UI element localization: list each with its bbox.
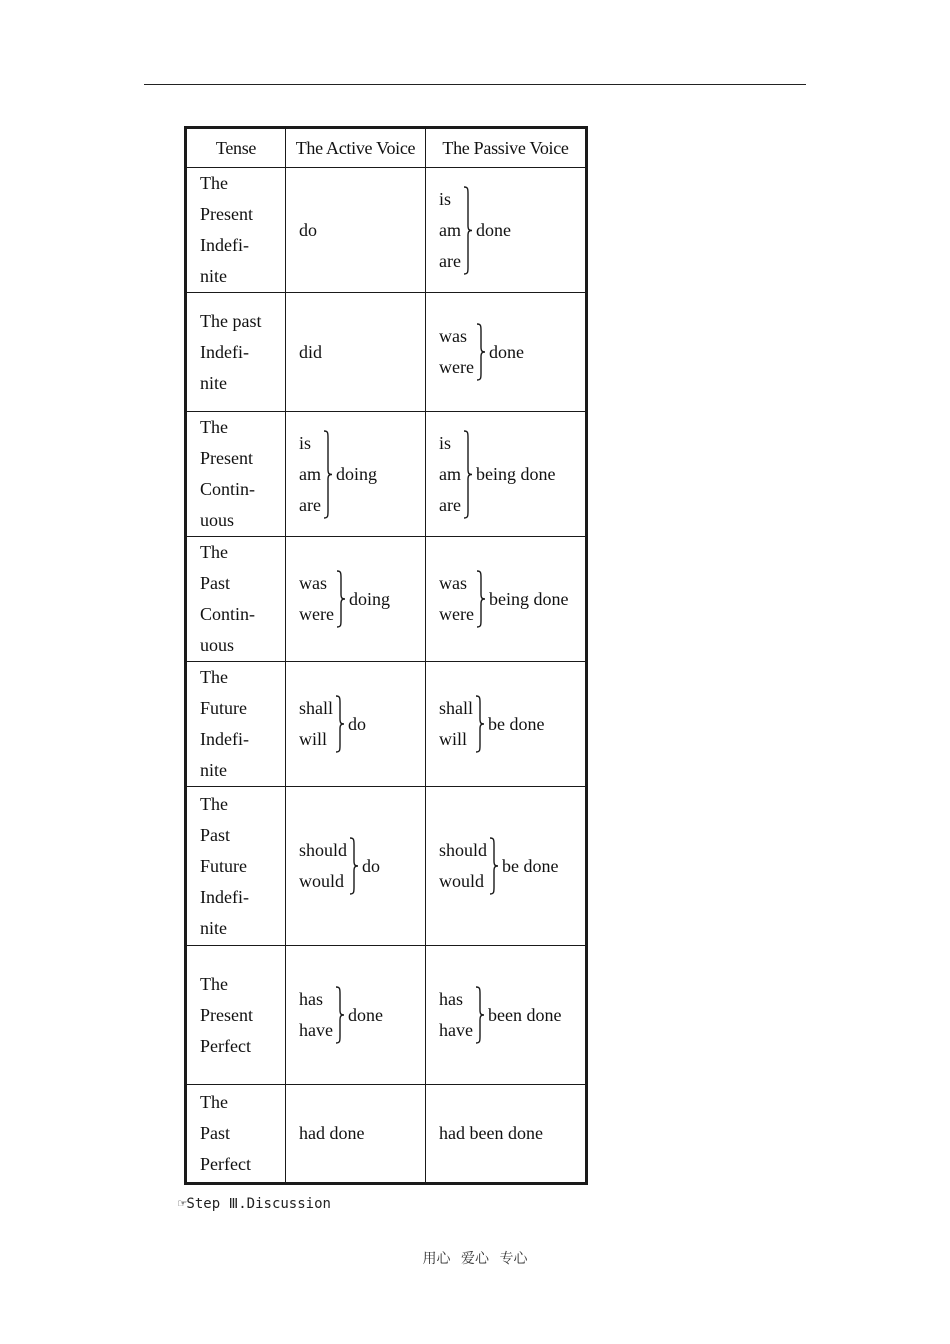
right-brace-icon bbox=[475, 695, 485, 753]
verb-form: do bbox=[299, 219, 317, 240]
tense-name-line: nite bbox=[200, 917, 227, 938]
auxiliary-verb: should bbox=[299, 840, 348, 860]
auxiliary-verb: has bbox=[439, 989, 463, 1009]
auxiliary-verb: were bbox=[439, 604, 474, 624]
active-voice-cell bbox=[286, 662, 426, 787]
tense-name-line: Contin- bbox=[200, 479, 256, 499]
tense-name-line: Past bbox=[200, 824, 231, 845]
auxiliary-verb: were bbox=[439, 357, 474, 377]
auxiliary-brace-group bbox=[439, 568, 585, 630]
tense-name bbox=[200, 789, 285, 944]
auxiliary-list bbox=[439, 984, 473, 1046]
auxiliary-verb: should bbox=[439, 840, 488, 860]
tense-name bbox=[200, 969, 285, 1062]
auxiliary-list bbox=[299, 984, 333, 1046]
main-verb: being done bbox=[488, 588, 569, 609]
auxiliary-brace-group bbox=[439, 184, 585, 277]
auxiliary-list bbox=[439, 568, 474, 630]
header-tense: Tense bbox=[186, 128, 286, 168]
auxiliary-brace-group bbox=[439, 321, 585, 383]
tense-cell bbox=[186, 662, 286, 787]
tense-cell bbox=[186, 787, 286, 946]
passive-voice-cell bbox=[426, 537, 587, 662]
header-row bbox=[186, 128, 587, 168]
right-brace-icon bbox=[463, 430, 473, 519]
auxiliary-verb: am bbox=[439, 463, 461, 484]
auxiliary-verb: were bbox=[299, 604, 334, 624]
table-row bbox=[186, 662, 587, 787]
tense-name-line: The past bbox=[200, 310, 262, 331]
tense-name-line: The bbox=[200, 542, 228, 562]
passive-voice-cell bbox=[426, 1085, 587, 1184]
tense-name-line: Present bbox=[200, 204, 253, 224]
auxiliary-brace-group bbox=[439, 835, 585, 897]
active-voice-cell bbox=[286, 168, 426, 293]
auxiliary-brace-group bbox=[299, 984, 425, 1046]
main-verb: been done bbox=[487, 1004, 562, 1025]
passive-voice-cell bbox=[426, 946, 587, 1085]
right-brace-icon bbox=[476, 570, 486, 628]
tense-name-line: Indefi- bbox=[200, 729, 249, 749]
tense-name-line: Perfect bbox=[200, 1035, 251, 1056]
right-brace-icon bbox=[349, 837, 359, 895]
auxiliary-brace-group bbox=[299, 835, 425, 897]
tense-name-line: uous bbox=[200, 635, 235, 655]
main-verb: doing bbox=[348, 588, 390, 609]
tense-name-line: Present bbox=[200, 1004, 253, 1025]
auxiliary-list bbox=[439, 835, 487, 897]
tense-name-line: Indefi- bbox=[200, 886, 249, 907]
tense-name-line: The bbox=[200, 973, 228, 994]
tense-name bbox=[200, 1087, 285, 1180]
tense-name bbox=[200, 306, 285, 399]
tense-cell bbox=[186, 293, 286, 412]
active-voice-cell bbox=[286, 412, 426, 537]
auxiliary-verb: has bbox=[299, 989, 323, 1009]
auxiliary-verb: would bbox=[299, 871, 344, 891]
verb-form: had done bbox=[299, 1123, 365, 1143]
tense-name-line: Perfect bbox=[200, 1154, 251, 1174]
verb-form: had been done bbox=[439, 1123, 543, 1143]
auxiliary-verb: have bbox=[439, 1020, 473, 1040]
auxiliary-verb: am bbox=[299, 463, 321, 484]
tense-name-line: uous bbox=[200, 510, 235, 530]
tense-cell bbox=[186, 412, 286, 537]
main-verb: do bbox=[348, 713, 366, 734]
auxiliary-verb: am bbox=[439, 219, 461, 240]
auxiliary-verb: have bbox=[299, 1020, 333, 1040]
auxiliary-brace-group bbox=[299, 568, 425, 630]
auxiliary-brace-group bbox=[439, 428, 585, 521]
auxiliary-list bbox=[439, 321, 474, 383]
auxiliary-list bbox=[439, 693, 473, 755]
table-row bbox=[186, 1085, 587, 1184]
tense-name-line: Present bbox=[200, 448, 253, 468]
auxiliary-brace-group bbox=[439, 693, 585, 755]
auxiliary-brace-group bbox=[299, 693, 425, 755]
active-voice-cell bbox=[286, 1085, 426, 1184]
table-row bbox=[186, 168, 587, 293]
passive-voice-cell bbox=[426, 662, 587, 787]
main-verb: be done bbox=[488, 713, 545, 734]
passive-voice-cell bbox=[426, 168, 587, 293]
active-voice-cell bbox=[286, 293, 426, 412]
tense-name-line: The bbox=[200, 173, 228, 193]
auxiliary-verb: shall bbox=[299, 698, 333, 718]
auxiliary-list bbox=[299, 835, 347, 897]
auxiliary-verb: is bbox=[299, 432, 312, 453]
tense-voice-table bbox=[184, 126, 588, 1185]
tense-name-line: The bbox=[200, 667, 228, 687]
auxiliary-verb: are bbox=[439, 250, 461, 271]
table-row bbox=[186, 787, 587, 946]
auxiliary-verb: is bbox=[439, 188, 452, 209]
auxiliary-verb: will bbox=[299, 729, 328, 749]
main-verb: done bbox=[488, 341, 524, 362]
right-brace-icon bbox=[323, 430, 333, 519]
header-passive-voice: The Passive Voice bbox=[426, 128, 587, 168]
auxiliary-list bbox=[299, 693, 333, 755]
auxiliary-verb: was bbox=[439, 326, 467, 346]
right-brace-icon bbox=[335, 695, 345, 753]
main-verb: do bbox=[362, 855, 381, 876]
tense-name-line: The bbox=[200, 1092, 228, 1112]
auxiliary-brace-group bbox=[299, 428, 425, 521]
auxiliary-list bbox=[299, 428, 321, 521]
tense-name bbox=[200, 168, 285, 292]
tense-name-line: nite bbox=[200, 760, 227, 780]
tense-name-line: nite bbox=[200, 266, 227, 286]
tense-cell bbox=[186, 1085, 286, 1184]
tense-cell bbox=[186, 537, 286, 662]
main-verb: done bbox=[476, 219, 511, 240]
passive-voice-cell bbox=[426, 412, 587, 537]
passive-voice-cell bbox=[426, 787, 587, 946]
main-verb: done bbox=[347, 1004, 383, 1025]
table-row bbox=[186, 293, 587, 412]
table-row bbox=[186, 412, 587, 537]
table-row bbox=[186, 946, 587, 1085]
verb-form: did bbox=[299, 341, 323, 362]
tense-name-line: nite bbox=[200, 372, 227, 393]
right-brace-icon bbox=[476, 323, 486, 381]
tense-cell bbox=[186, 946, 286, 1085]
tense-name-line: Contin- bbox=[200, 604, 256, 624]
tense-name-line: Future bbox=[200, 698, 247, 718]
auxiliary-verb: are bbox=[439, 494, 461, 515]
page-footer: 用心 爱心 专心 bbox=[422, 1251, 528, 1267]
auxiliary-verb: was bbox=[299, 573, 327, 593]
tense-name bbox=[200, 537, 285, 661]
right-brace-icon bbox=[463, 186, 473, 275]
tense-name-line: Future bbox=[200, 855, 247, 876]
auxiliary-verb: is bbox=[439, 432, 452, 453]
main-verb: be done bbox=[502, 855, 559, 876]
right-brace-icon bbox=[336, 570, 346, 628]
auxiliary-brace-group bbox=[439, 984, 585, 1046]
header-rule bbox=[144, 84, 806, 85]
active-voice-cell bbox=[286, 946, 426, 1085]
auxiliary-verb: will bbox=[439, 729, 468, 749]
step-heading: ☞Step Ⅲ.Discussion bbox=[178, 1196, 331, 1212]
tense-cell bbox=[186, 168, 286, 293]
header-active-voice: The Active Voice bbox=[286, 128, 426, 168]
main-verb: doing bbox=[336, 463, 378, 484]
right-brace-icon bbox=[475, 986, 485, 1044]
tense-name-line: Indefi- bbox=[200, 235, 249, 255]
active-voice-cell bbox=[286, 787, 426, 946]
tense-name bbox=[200, 412, 285, 536]
auxiliary-verb: shall bbox=[439, 698, 473, 718]
tense-name-line: The bbox=[200, 417, 228, 437]
table-body bbox=[186, 168, 587, 1184]
main-verb: being done bbox=[476, 463, 556, 484]
auxiliary-list bbox=[299, 568, 334, 630]
auxiliary-verb: are bbox=[299, 494, 321, 515]
tense-name-line: Indefi- bbox=[200, 341, 249, 362]
tense-name bbox=[200, 662, 285, 786]
tense-name-line: The bbox=[200, 793, 228, 814]
passive-voice-cell bbox=[426, 293, 587, 412]
right-brace-icon bbox=[489, 837, 499, 895]
tense-name-line: Past bbox=[200, 1123, 231, 1143]
auxiliary-verb: was bbox=[439, 573, 467, 593]
tense-name-line: Past bbox=[200, 573, 231, 593]
table-row bbox=[186, 537, 587, 662]
auxiliary-list bbox=[439, 184, 461, 277]
active-voice-cell bbox=[286, 537, 426, 662]
auxiliary-verb: would bbox=[439, 871, 484, 891]
auxiliary-list bbox=[439, 428, 461, 521]
right-brace-icon bbox=[335, 986, 345, 1044]
